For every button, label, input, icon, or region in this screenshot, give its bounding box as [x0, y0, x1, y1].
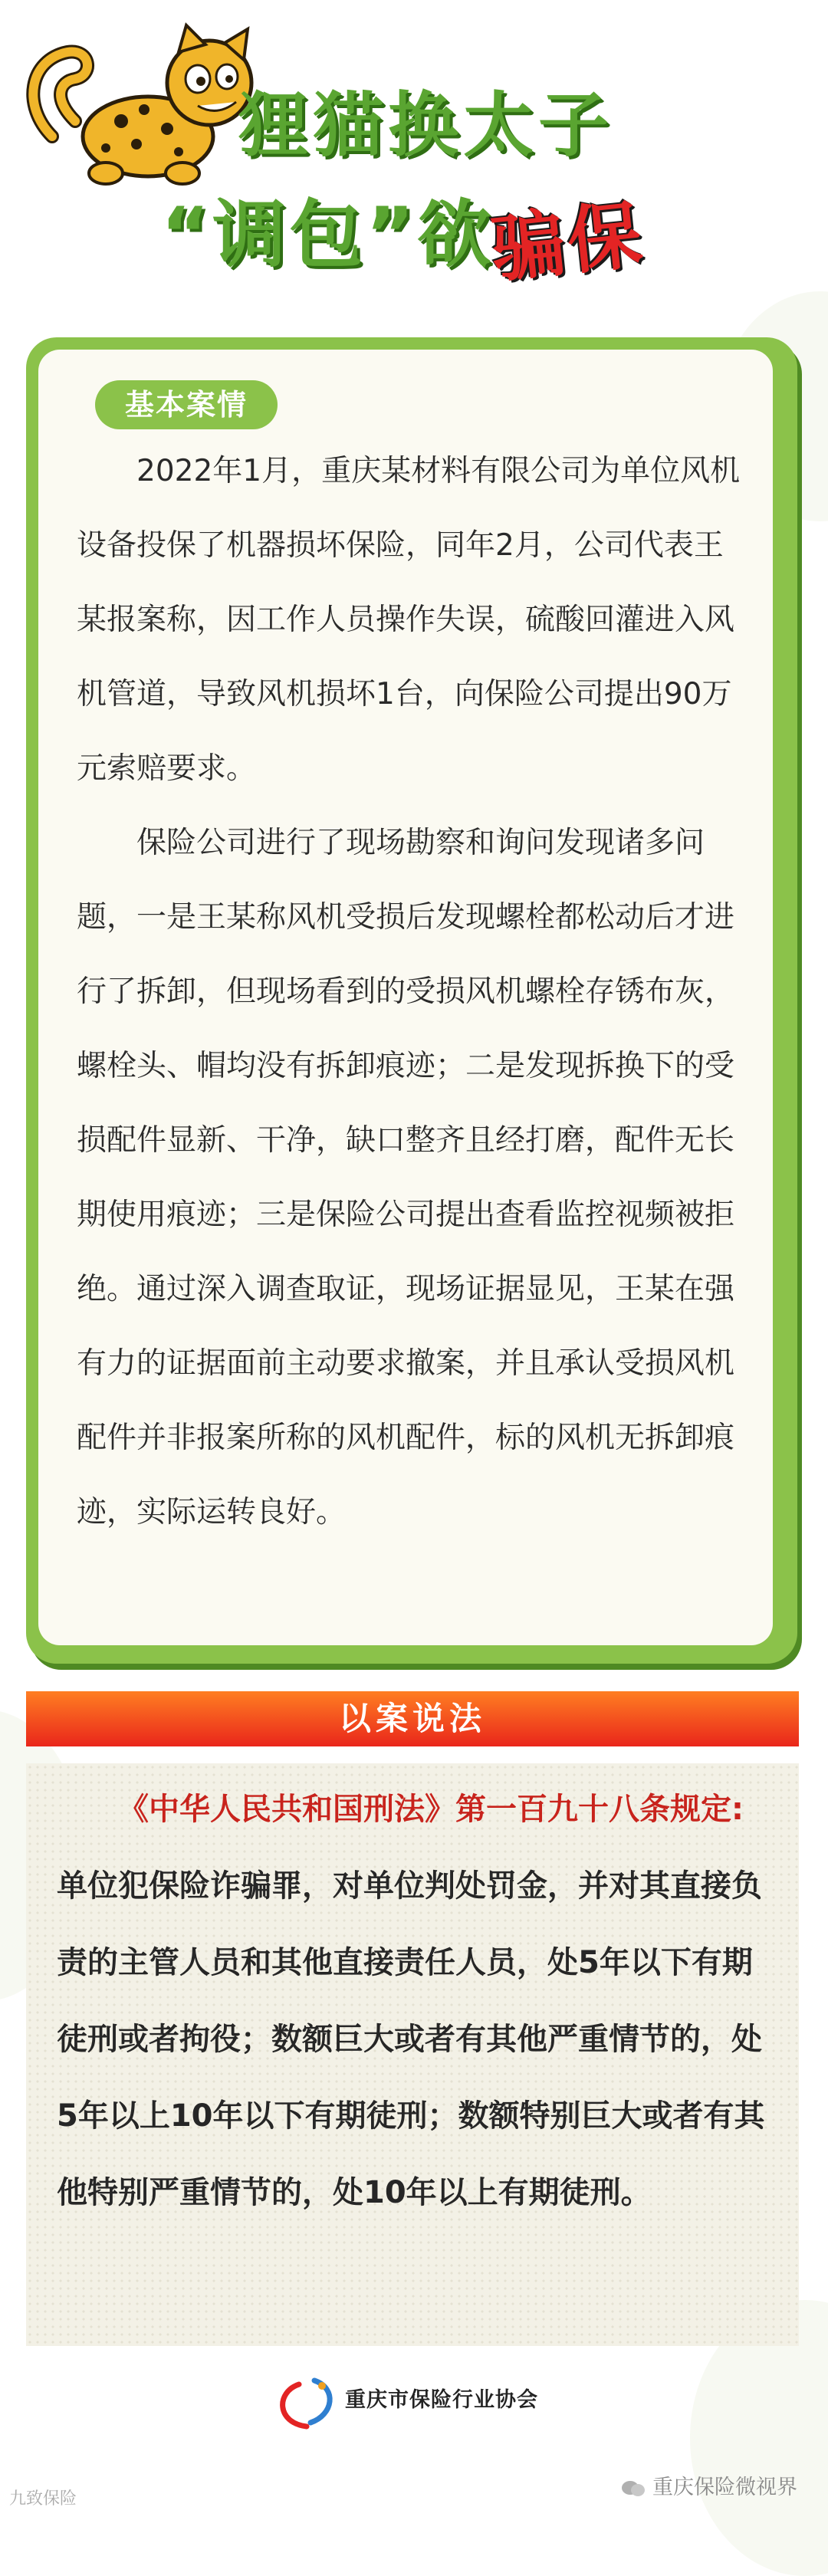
wechat-icon — [620, 2479, 646, 2498]
case-card-inner — [38, 350, 773, 1645]
header — [0, 0, 828, 322]
law-box — [26, 1763, 799, 2346]
title-line-1: 狸猫换太子 — [238, 84, 614, 166]
case-paragraph: 保险公司进行了现场勘察和询问发现诸多问题，一是王某称风机受损后发现螺栓都松动后才进行了拆卸，但现场看到的受损风机螺栓存锈布灰，螺栓头、帽均没有拆卸痕迹；二是发现拆换下的受损配件显新、干净，缺口整齐且经打磨，配件无长期使用痕迹；三是保险公司提出查看监控视频被拒绝。通过深入调查取证，现场证据显见，王某在强有力的证据面前主动要求撤案，并且承认受损风机配件并非报案所称的风机配件，标的风机无拆卸痕迹，实际运转良好。 — [77, 826, 735, 1530]
title-red-text: 骗保 — [487, 191, 649, 294]
case-section-label: 基本案情 — [95, 380, 278, 429]
case-body — [77, 434, 744, 1549]
corner-watermark: 九致保险 — [9, 2489, 77, 2509]
case-paragraph: 2022年1月，重庆某材料有限公司为单位风机设备投保了机器损坏保险，同年2月，公司代表王某报案称，因工作人员操作失误，硫酸回灌进入风机管道，导致风机损坏1台，向保险公司提出90万元索赔要求。 — [77, 454, 741, 786]
law-section-heading: 以案说法 — [26, 1691, 799, 1746]
law-citation: 《中华人民共和国刑法》第一百九十八条规定: — [118, 1792, 744, 1827]
leopard-cat-mascot-icon — [21, 21, 267, 190]
law-text: 单位犯保险诈骗罪，对单位判处罚金，并对其直接负责的主管人员和其他直接责任人员，处5年以下有期徒刑或者拘役；数额巨大或者有其他严重情节的，处5年以上10年以下有期徒刑；数额特别巨大或者有其他特别严重情节的，处10年以上有期徒刑。 — [57, 1868, 765, 2210]
association-name: 重庆市保险行业协会 — [345, 2388, 538, 2412]
law-body — [57, 1771, 770, 2231]
wechat-watermark — [620, 2470, 797, 2500]
wechat-account-name: 重庆保险微视界 — [652, 2476, 797, 2499]
case-card — [26, 337, 797, 1664]
title-line-2: “调包”欲 — [161, 192, 495, 278]
